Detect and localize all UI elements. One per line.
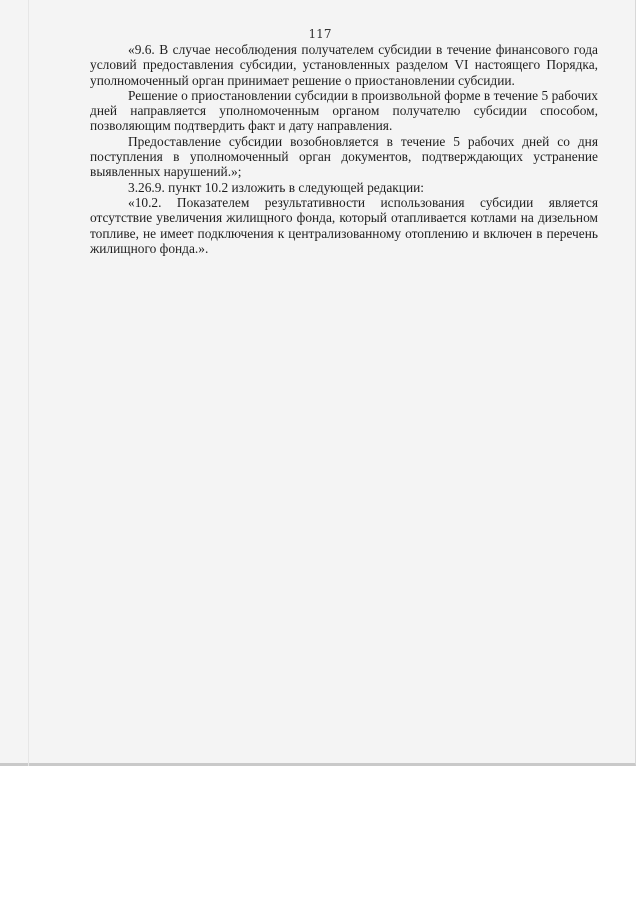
document-body bbox=[90, 42, 598, 256]
paragraph-3-26-9: 3.26.9. пункт 10.2 изложить в следующей редакции: bbox=[128, 179, 425, 195]
paragraph-suspension-decision: Решение о приостановлении субсидии в произвольной форме в течение 5 рабочих дней направляется уполномоченным органом получателю субсидии способом, позволяющим подтвердить факт и дату направления. bbox=[90, 87, 598, 134]
paragraph-9-6: «9.6. В случае несоблюдения получателем субсидии в течение финансового года условий предоставления субсидии, установленных разделом VI настоящего Порядка, уполномоченный орган принимает решение о приостановлении субсидии. bbox=[90, 42, 598, 88]
paragraph-resumption: Предоставление субсидии возобновляется в течение 5 рабочих дней со дня поступления в уполномоченный орган документов, подтверждающих устранение выявленных нарушений.»; bbox=[90, 133, 598, 180]
paragraph-10-2: «10.2. Показателем результативности использования субсидии является отсутствие увеличения жилищного фонда, который отапливается котлами на дизельном топливе, не имеет подключения к централизованному отоплению и включен в перечень жилищного фонда.». bbox=[90, 194, 598, 256]
page-number: 117 bbox=[308, 27, 332, 41]
page-edge-line bbox=[28, 0, 29, 766]
